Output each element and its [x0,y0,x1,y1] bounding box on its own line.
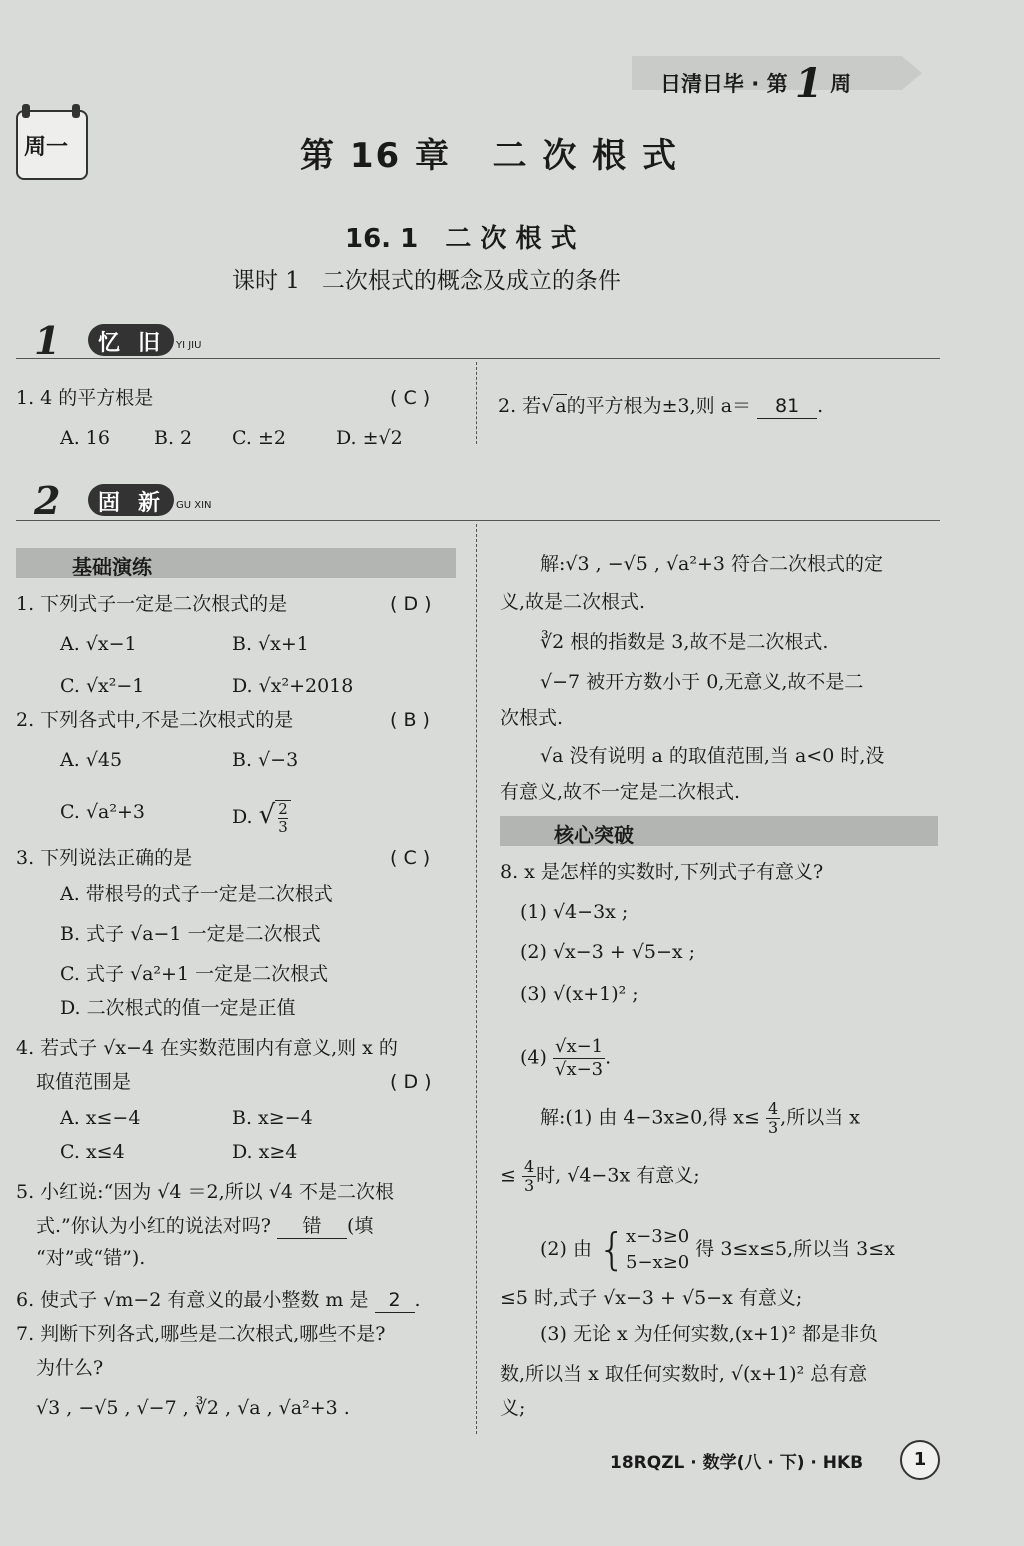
b-q2-option-d: D. √ $\frac{2}{3}$ [232,800,291,836]
q2-radicand: a [555,395,567,417]
footer-text: 18RQZL · 数学(八 · 下) · HKB [610,1453,864,1473]
section-number-1: 1 [34,318,61,363]
b-q7-line2: 为什么? [36,1357,104,1379]
q1-option-a: A. 16 [60,427,110,449]
s2-ineq1: x−3≥0 [626,1226,690,1247]
b-q1-option-c: C. √x²−1 [60,675,145,697]
section-pill-1 [88,324,174,356]
b-q1-option-b: B. √x+1 [232,633,309,655]
banner-suffix: 周 [830,72,852,96]
q2-line: 2. 若√ a的平方根为±3,则 a＝ 81 . [498,395,824,417]
b-q4-option-c: C. x≤4 [60,1141,125,1163]
basic-practice-title: 基础演练 [72,555,152,579]
sol7-line4: √−7 被开方数小于 0,无意义,故不是二 [540,671,864,693]
s1-frac2-den: 3 [523,1176,535,1195]
q8-part4-end: . [605,1046,612,1069]
day-badge-label: 周一 [24,135,69,160]
b-q5-answer: 错 [277,1214,347,1239]
b-q2-answer: ( B ) [390,709,430,731]
q1-option-c: C. ±2 [232,427,286,449]
b-q2-option-b: B. √−3 [232,749,299,771]
sol7-line2: 义,故是二次根式. [500,591,646,613]
b-q5-line2-prefix: 式.”你认为小红的说法对吗? [36,1215,271,1237]
q8-part3: (3) √(x+1)² ; [520,983,639,1005]
divider [16,358,940,359]
q2-answer: 81 [757,394,817,419]
b-q7-line1: 7. 判断下列各式,哪些是二次根式,哪些不是? [16,1323,386,1345]
section-pinyin-1: YI JIU [176,340,202,351]
basic-practice-bar [16,548,456,578]
chapter-title: 第 16 章 二 次 根 式 [300,136,679,176]
q1-prompt: 1. 4 的平方根是 [16,387,154,409]
binder-ring-icon [22,104,30,118]
b-q3-prompt: 3. 下列说法正确的是 [16,847,193,869]
s2-post: 得 3≤x≤5,所以当 3≤x [695,1238,895,1260]
b-q3-option-a: A. 带根号的式子一定是二次根式 [60,883,333,905]
q2-end: . [817,395,824,417]
s2-line2: ≤5 时,式子 √x−3 + √5−x 有意义; [500,1287,803,1309]
s1-line1-post: ,所以当 x [780,1106,860,1129]
q2-prefix: 2. 若 [498,395,542,417]
s1-line2-prefix: ≤ [500,1164,516,1187]
q8-part1: (1) √4−3x ; [520,901,629,923]
section-pinyin-2: GU XIN [176,500,212,511]
b-q5-line2-post: (填 [347,1215,374,1237]
b-q1-answer: ( D ) [390,593,432,615]
s2-prefix: (2) 由 [540,1238,592,1260]
core-title: 核心突破 [554,823,634,847]
b-q1-option-d: D. √x²+2018 [232,675,354,697]
column-divider [476,362,477,444]
b-q4-option-b: B. x≥−4 [232,1107,313,1129]
b-q3-option-d: D. 二次根式的值一定是正值 [60,997,296,1019]
b-q2-d-prefix: D. [232,806,253,828]
column-divider [476,524,477,1434]
divider [16,520,940,521]
b-q2-d-denominator: 3 [278,818,288,836]
s3-line3: 义; [500,1397,526,1419]
week-banner-text [660,60,851,107]
lesson-title: 课时 1 二次根式的概念及成立的条件 [232,268,621,294]
q8-part4-numerator: √x−1 [554,1036,604,1057]
b-q6-line [16,1288,421,1313]
q8-part2: (2) √x−3 + √5−x ; [520,941,696,963]
b-q5-line1: 5. 小红说:“因为 √4 ＝2,所以 √4 不是二次根 [16,1181,394,1203]
b-q6-prefix: 6. 使式子 √m−2 有意义的最小整数 m 是 [16,1289,369,1311]
s1-frac-den: 3 [767,1118,779,1137]
s3-line2: 数,所以当 x 取任何实数时, √(x+1)² 总有意 [500,1363,868,1385]
q8-part4-prefix: (4) [520,1046,547,1069]
s1-line2 [500,1158,700,1195]
section-pill-2 [88,484,174,516]
q2-middle: 的平方根为±3,则 a＝ [566,395,752,417]
banner-label: 日清日毕 · 第 [660,72,788,96]
q8-part4-denominator: √x−3 [554,1059,604,1080]
b-q3-option-b: B. 式子 √a−1 一定是二次根式 [60,923,321,945]
b-q2-option-c: C. √a²+3 [60,801,145,823]
b-q1-option-a: A. √x−1 [60,633,137,655]
section-title: 16. 1 二 次 根 式 [345,224,577,254]
s1-line1-prefix: 解:(1) 由 4−3x≥0,得 x≤ [540,1106,760,1129]
b-q3-option-c: C. 式子 √a²+1 一定是二次根式 [60,963,329,985]
b-q5-line3: “对”或“错”). [36,1247,146,1269]
q8-part4 [520,1036,611,1081]
b-q6-answer: 2 [375,1288,415,1313]
b-q3-answer: ( C ) [390,847,431,869]
section-label-1a: 忆 [98,331,121,356]
b-q2-option-a: A. √45 [60,749,123,771]
core-bar [500,816,938,846]
binder-ring-icon [72,104,80,118]
section-label-1b: 旧 [138,331,161,356]
banner-week-number: 1 [794,60,823,107]
sol7-line6: √a 没有说明 a 的取值范围,当 a<0 时,没 [540,745,885,767]
q1-option-b: B. 2 [154,427,193,449]
section-label-2b: 新 [138,491,161,516]
s1-frac-num: 4 [767,1099,779,1118]
s3-line1: (3) 无论 x 为任何实数,(x+1)² 都是非负 [540,1323,878,1345]
b-q4-answer: ( D ) [390,1071,432,1093]
s1-line1 [540,1100,860,1137]
b-q4-option-d: D. x≥4 [232,1141,298,1163]
s1-frac2-num: 4 [523,1157,535,1176]
b-q6-end: . [414,1289,421,1311]
s2-line1: (2) 由 { x−3≥0 5−x≥0 得 3≤x≤5,所以当 3≤x [540,1224,895,1275]
s1-line2-post: 时, √4−3x 有意义; [536,1164,700,1187]
q1-option-d: D. ±√2 [336,427,403,449]
b-q1-prompt: 1. 下列式子一定是二次根式的是 [16,593,288,615]
sol7-line1: 解:√3 , −√5 , √a²+3 符合二次根式的定 [540,553,884,575]
sol7-line7: 有意义,故不一定是二次根式. [500,781,741,803]
sol7-line3: ∛2 根的指数是 3,故不是二次根式. [540,631,829,653]
b-q5-line2 [36,1214,373,1239]
section-label-2a: 固 [98,491,121,516]
b-q4-option-a: A. x≤−4 [60,1107,141,1129]
sol7-line5: 次根式. [500,707,564,729]
day-badge [16,110,88,180]
b-q4-prompt-line1: 4. 若式子 √x−4 在实数范围内有意义,则 x 的 [16,1037,398,1059]
section-number-2: 2 [34,478,61,523]
s2-ineq2: 5−x≥0 [626,1252,690,1273]
page-number: 1 [900,1440,940,1480]
q8-prompt: 8. x 是怎样的实数时,下列式子有意义? [500,861,824,883]
b-q4-prompt-line2: 取值范围是 [36,1071,132,1093]
b-q7-line3: √3 , −√5 , √−7 , ∛2 , √a , √a²+3 . [36,1397,350,1419]
b-q2-d-numerator: 2 [278,800,288,818]
b-q2-prompt: 2. 下列各式中,不是二次根式的是 [16,709,294,731]
q1-answer: ( C ) [390,387,431,409]
